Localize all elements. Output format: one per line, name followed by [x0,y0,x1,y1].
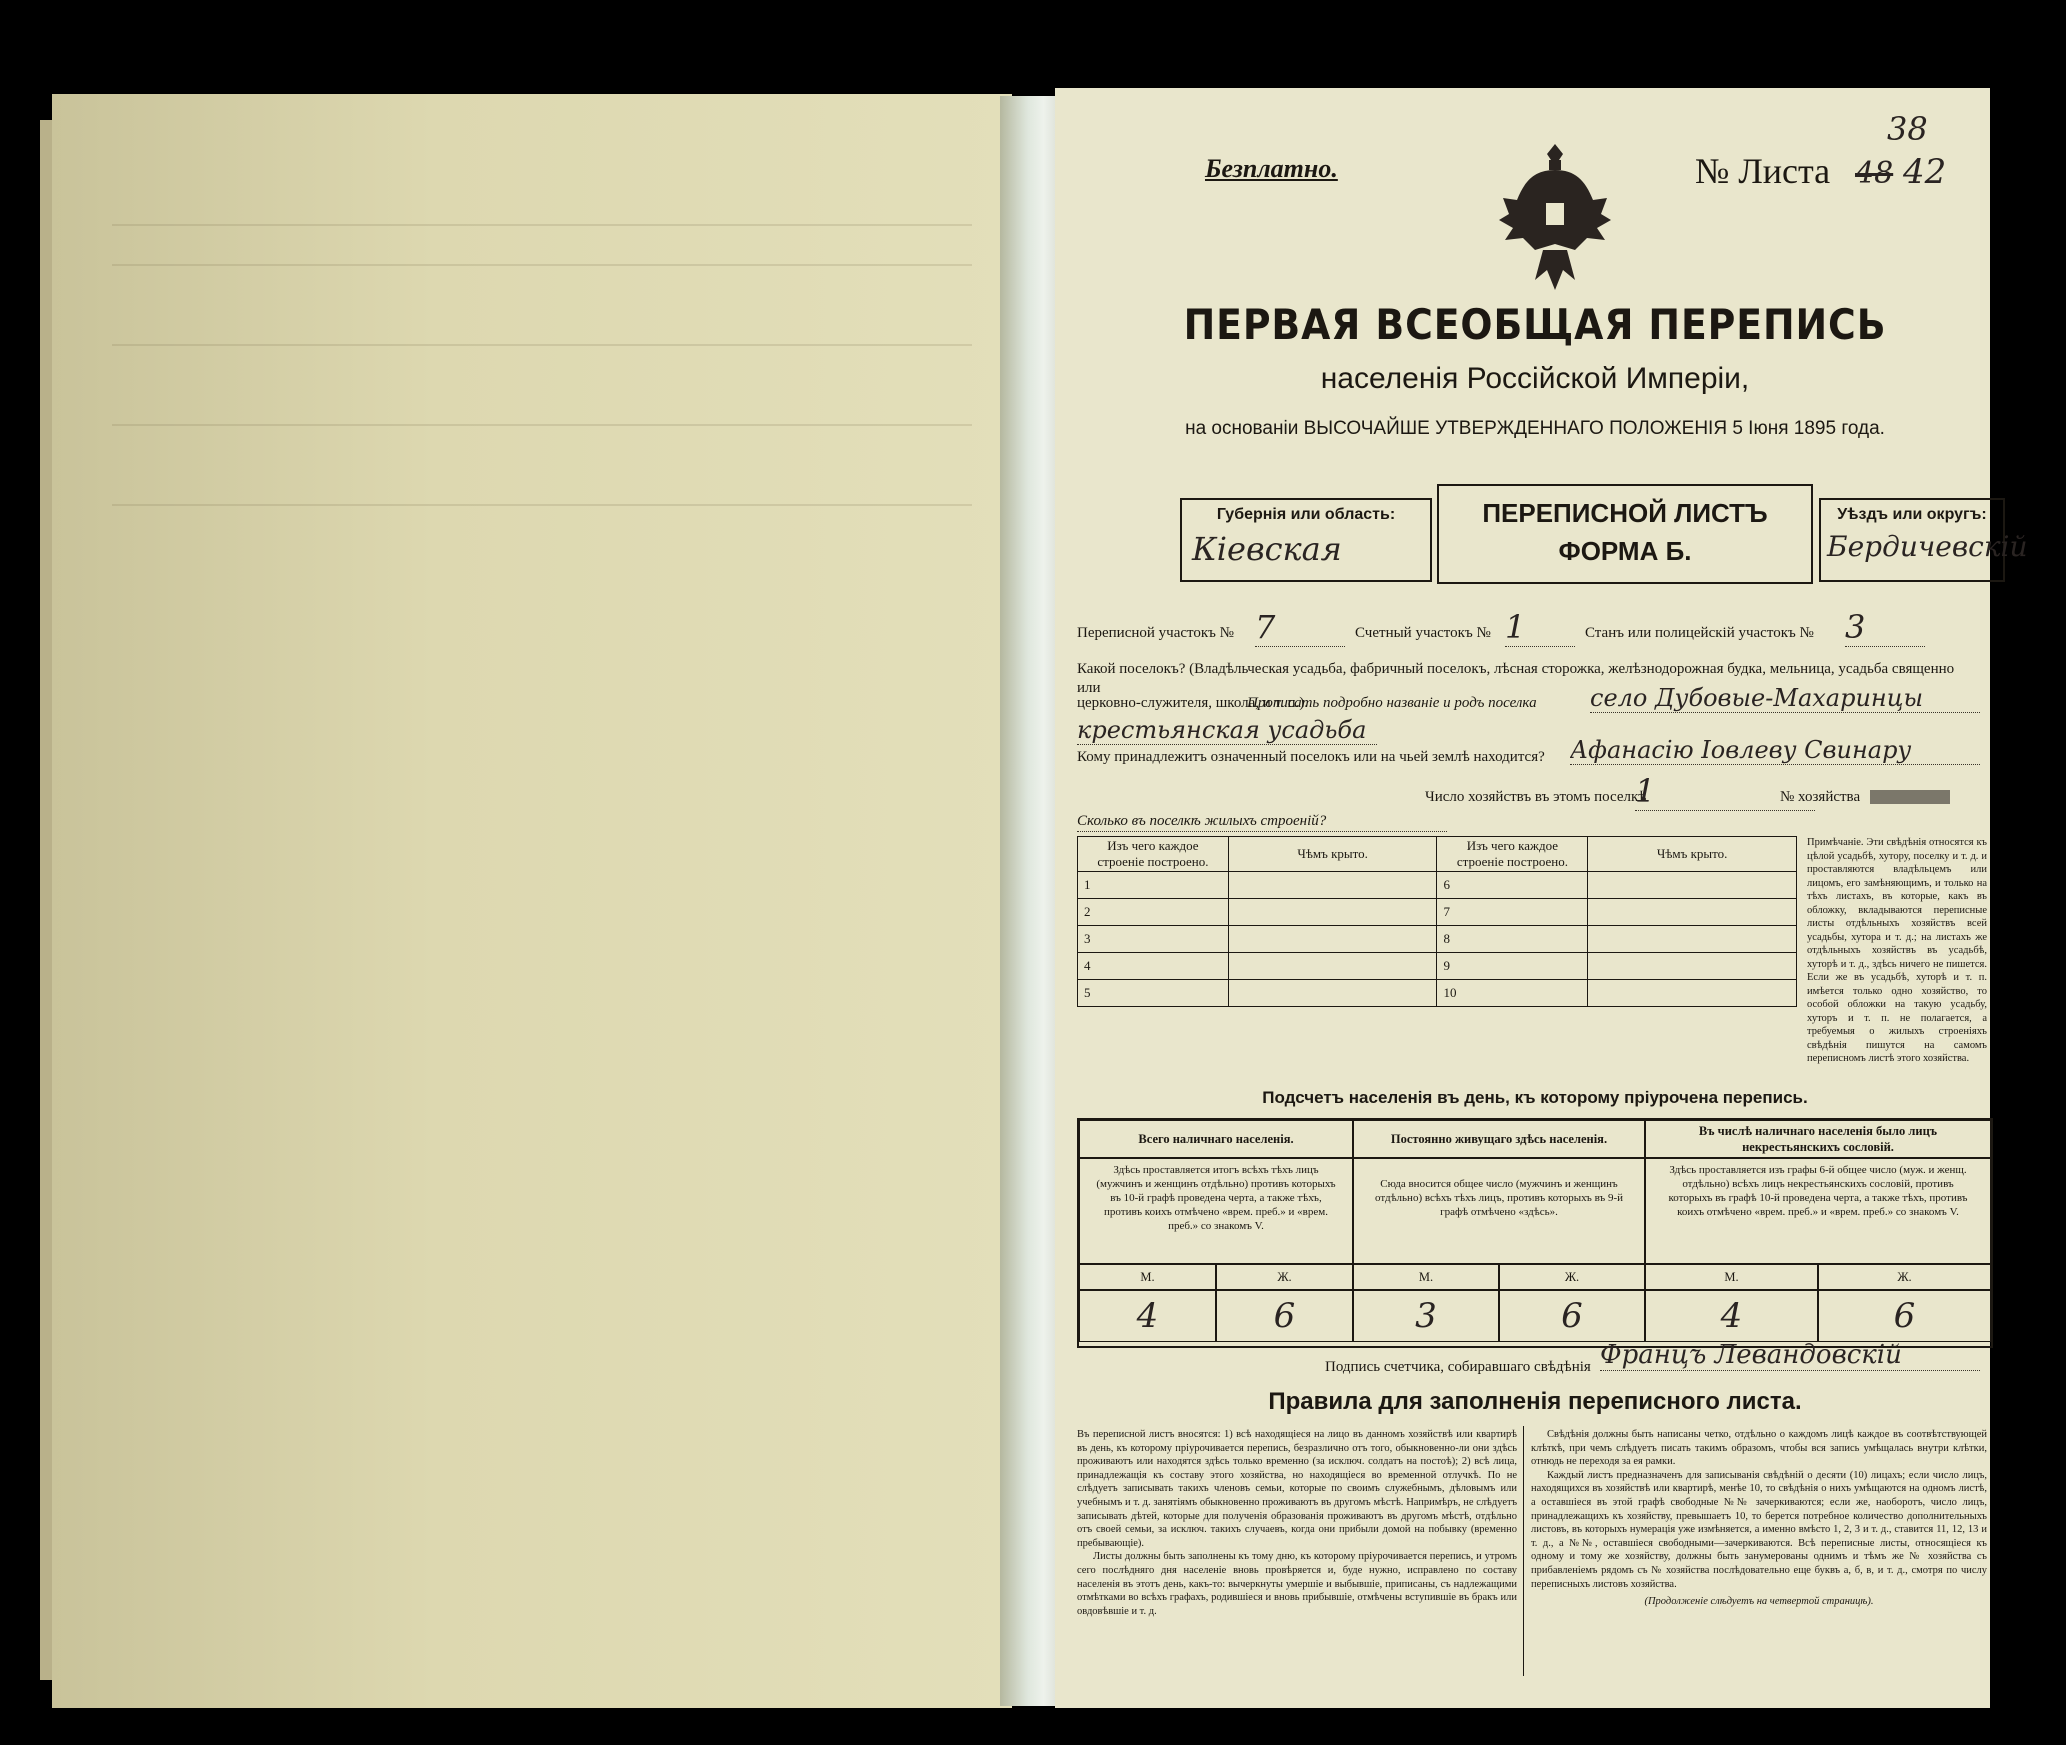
roof-header: Чѣмъ крыто. [1228,837,1437,872]
uezd-label: Уѣздъ или округъ: [1837,506,1987,523]
roof-cell[interactable] [1588,899,1797,926]
male-label: М. [1353,1264,1499,1290]
form-subtitle: населенія Россійской Имперіи, [1320,362,1750,395]
ghost-line [112,424,972,426]
resident-female-count[interactable]: 6 [1499,1290,1645,1342]
rules-divider [1523,1426,1524,1676]
female-label: Ж. [1216,1264,1353,1290]
stan-label: Станъ или полицейскій участокъ № [1585,625,1814,641]
male-label: М. [1645,1264,1818,1290]
free-label: Безплатно. [1205,154,1338,183]
row-number: 2 [1078,899,1229,926]
female-label: Ж. [1818,1264,1991,1290]
rules-paragraph: Каждый листъ предназначенъ для записыванія свѣдѣній о десяти (10) лицахъ; если число лицъ, находящихся въ хозяйствѣ или квартирѣ, менѣе 10, то свѣдѣнія о нихъ умѣщаются на одномъ листѣ, а оставшіеся въ этой графѣ свободные №№ зачеркиваются; если же, наоборотъ, число лицъ, принадлежащихъ къ хозяйству, превышаетъ 10, то берется потребное количество дополнительныхъ листовъ, въ которыхъ нумерація уже измѣняется, а именно вмѣсто 1, 2, 3 и т. д., ставится 11, 12, 13 и т. д., а №№, оставшіеся свободными—зачеркиваются. Всѣ переписные листы, относящіеся къ одному и тому же хозяйству, должны быть занумерованы однимъ и тѣмъ же № хозяйства съ прибавленіемъ рядомъ съ № хозяйства послѣдовательно еще буквъ а, б, в, и т. д., смотря по числу переписныхъ листовъ хозяйства. [1531,1469,1987,1590]
rules-title: Правила для заполненія переписного листа. [1268,1388,1802,1415]
row-number: 3 [1078,926,1229,953]
row-number: 1 [1078,872,1229,899]
roof-cell[interactable] [1228,953,1437,980]
settlement-value[interactable]: село Дубовые-Махаринцы [1590,684,1980,713]
female-label: Ж. [1499,1264,1645,1290]
count-district-value[interactable]: 1 [1505,608,1575,647]
uezd-box [1819,498,2028,582]
ghost-line [112,224,972,226]
gubernia-label: Губернія или область: [1216,506,1396,523]
households-value[interactable]: 1 [1635,772,1815,811]
settlement-instruction: Прописать подробно названіе и родъ поселка [1247,695,1537,711]
form-basis: на основаніи ВЫСОЧАЙШЕ УТВЕРЖДЕННАГО ПОЛОЖЕНІЯ 5 Іюня 1895 года. [1185,418,1885,439]
row-number: 5 [1078,980,1229,1007]
settlement-question-end: церковно-служителя, школа, и т. п.). [1077,695,1308,711]
sheet-title-box [1437,484,1813,584]
count-col-3-head: Въ числѣ наличнаго населенія было лицъ некрестьянскихъ сословій. [1698,1124,1938,1154]
roof-cell[interactable] [1588,980,1797,1007]
count-district-label: Счетный участокъ № [1355,625,1491,641]
ghost-line [112,344,972,346]
binding-gutter [1000,96,1062,1706]
material-header: Изъ чего каждое строеніе построено. [1078,837,1229,872]
material-header: Изъ чего каждое строеніе построено. [1437,837,1588,872]
rules-continued-note: (Продолженіе слѣдуетъ на четвертой страницѣ). [1644,1596,1874,1608]
household-number-redacted [1870,790,1950,804]
non-peasant-female-count[interactable]: 6 [1818,1290,1991,1342]
roof-cell[interactable] [1228,899,1437,926]
roof-cell[interactable] [1588,926,1797,953]
count-col-3 [1645,1120,1991,1158]
buildings-question: Сколько въ поселкѣ жилыхъ строеній? [1077,812,1447,832]
count-col-1-head: Всего наличнаго населенія. [1138,1132,1294,1146]
roof-cell[interactable] [1228,980,1437,1007]
gubernia-value[interactable]: Кiевская [1192,530,1342,568]
roof-header: Чѣмъ крыто. [1588,837,1797,872]
form-b-label: ФОРМА Б. [1558,536,1692,566]
gubernia-box [1180,498,1432,582]
ghost-line [112,504,972,506]
left-page [52,94,1012,1708]
settlement-value-cont[interactable]: крестьянская усадьба [1077,716,1377,745]
count-table [1077,1118,1993,1348]
count-col-2 [1353,1120,1645,1158]
present-male-count[interactable]: 4 [1079,1290,1216,1342]
roof-cell[interactable] [1228,872,1437,899]
rules-paragraph: Въ переписной листъ вносятся: 1) всѣ находящіеся на лицо въ данномъ хозяйствѣ или квартирѣ въ день, къ которому пріурочивается перепись, безразлично отъ того, обыкновенно-ли они здѣсь проживаютъ или находятся здѣсь только временно (за исключ. солдатъ на постоѣ); 2) всѣ лица, принадлежащія къ составу этого хозяйства, но находящіеся во временной отлучкѣ. По не слѣдуетъ записывать такихъ членовъ семьи, которые по своимъ служебнымъ, дѣловымъ или учебнымъ и т. д. занятіямъ обыкновенно проживаютъ въ другомъ мѣстѣ. Напримѣръ, не слѣдуетъ записывать дѣтей, которые для полученія образованія проживаютъ въ другомъ мѣстѣ, отдѣльно отъ своей семьи, за исключ. такихъ случаевъ, когда они прибыли домой на побывку (временно пребывающіе). [1077,1429,1517,1549]
uezd-value[interactable]: Бердичевскiй [1827,530,2028,563]
count-col-2-head: Постоянно живущаго здѣсь населенія. [1390,1132,1608,1146]
row-number: 6 [1437,872,1588,899]
rules-paragraph: Свѣдѣнія должны быть написаны четко, отдѣльно о каждомъ лицѣ каждое въ соотвѣтствующей клѣткѣ, при чемъ слѣдуетъ писать такимъ образомъ, чтобы вся запись умѣщалась внутри клѣтки, отнюдь не переходя за ея рамки. [1531,1429,1987,1468]
male-label: М. [1079,1264,1216,1290]
buildings-note: Примѣчаніе. Эти свѣдѣнія относятся къ цѣлой усадьбѣ, хутору, поселку и т. д. и проставляются владѣльцемъ или лицомъ, его замѣняющимъ, и только на тѣхъ листахъ, въ которые, какъ въ обложку, вкладываются переписные листы отдѣльныхъ хозяйствъ всей усадьбы, хутора и т. д.; на листахъ же отдѣльныхъ хозяйствъ въ усадьбѣ, хуторѣ и т. д., здѣсь ничего не пишется. Если же въ усадьбѣ, хуторѣ и т. п. имѣется только одно хозяйство, то особой обложки на такую усадьбу, хуторъ и т. п. не полагается, а требуемыя о жилыхъ строеніяхъ свѣдѣнія пишутся на самомъ переписномъ листѣ этого хозяйства. [1807,837,1987,1064]
resident-male-count[interactable]: 3 [1353,1290,1499,1342]
buildings-table [1077,836,1797,1007]
rules-paragraph: Листы должны быть заполнены къ тому дню, къ которому пріурочивается перепись, и утромъ сего послѣдняго дня населеніе вновь провѣряется и, буде нужно, исправлено по составу населенія въ этотъ день, какъ-то: вычеркнуты умершіе и выбывшіе, приписаны, съ надлежащими отмѣтками во всѣхъ графахъ, родившіеся и вновь прибывшіе, отмѣчены вступившіе въ бракъ или овдовѣвшіе и т. д. [1077,1551,1517,1617]
count-col-1-body: Здѣсь проставляется итогъ всѣхъ тѣхъ лицъ (мужчинъ и женщинъ отдѣльно) противъ которыхъ въ 10-й графѣ проведена черта, а также тѣхъ, противъ коихъ отмѣчено «врем. преб.» и «врем. преб.» со знакомъ V. [1079,1158,1353,1264]
enumerator-signature[interactable]: Францъ Левандовскій [1600,1340,1980,1371]
owner-question: Кому принадлежитъ означенный поселокъ или на чьей землѣ находится? [1077,749,1545,765]
imperial-eagle-icon [1495,140,1615,300]
settlement-question: Какой поселокъ? (Владѣльческая усадьба, фабричный поселокъ, лѣсная сторожка, желѣзнодорожная будка, мельница, усадьба священно или [1077,661,1955,696]
row-number: 7 [1437,899,1588,926]
count-col-3-body: Здѣсь проставляется изъ графы 6-й общее число (муж. и женщ. отдѣльно) всѣхъ лицъ некрестьянскихъ сословій, противъ которыхъ въ графѣ 10-й проведена черта, а также тѣхъ, противъ коихъ отмѣчено «врем. преб.» и «врем. преб.» со знакомъ V. [1645,1158,1991,1264]
census-district-label: Переписной участокъ № [1077,625,1234,641]
count-col-1 [1079,1120,1353,1158]
row-number: 9 [1437,953,1588,980]
households-label: Число хозяйствъ въ этомъ поселкѣ [1425,789,1647,805]
rules-right-column [1531,1428,1987,1609]
sheet-number-label: № Листа [1695,151,1831,191]
household-number-label: № хозяйства [1780,789,1861,805]
form-main-title: ПЕРВАЯ ВСЕОБЩАЯ ПЕРЕПИСЬ [1183,300,1887,349]
sheet-number-value: 42 [1903,152,1947,192]
count-section-title: Подсчетъ населенія въ день, къ которому пріурочена перепись. [1262,1088,1808,1107]
roof-cell[interactable] [1588,953,1797,980]
sheet-title: ПЕРЕПИСНОЙ ЛИСТЪ [1482,498,1768,528]
signature-label: Подпись счетчика, собиравшаго свѣдѣнія [1325,1359,1591,1375]
sheet-number-struck: 48 [1855,156,1894,191]
roof-cell[interactable] [1588,872,1797,899]
non-peasant-male-count[interactable]: 4 [1645,1290,1818,1342]
rules-left-column [1077,1428,1517,1618]
present-female-count[interactable]: 6 [1216,1290,1353,1342]
census-form-page [1055,88,2028,1708]
stan-value[interactable]: 3 [1845,608,1925,647]
row-number: 10 [1437,980,1588,1007]
ghost-line [112,264,972,266]
count-col-2-body: Сюда вносится общее число (мужчинъ и женщинъ отдѣльно) всѣхъ тѣхъ лицъ, противъ которыхъ въ 9-й графѣ отмѣчено «здѣсь». [1353,1158,1645,1264]
census-district-value[interactable]: 7 [1255,608,1345,647]
row-number: 4 [1078,953,1229,980]
row-number: 8 [1437,926,1588,953]
corner-number: 38 [1887,110,1928,148]
owner-value[interactable]: Афанасію Іовлеву Свинару [1570,736,1980,765]
roof-cell[interactable] [1228,926,1437,953]
